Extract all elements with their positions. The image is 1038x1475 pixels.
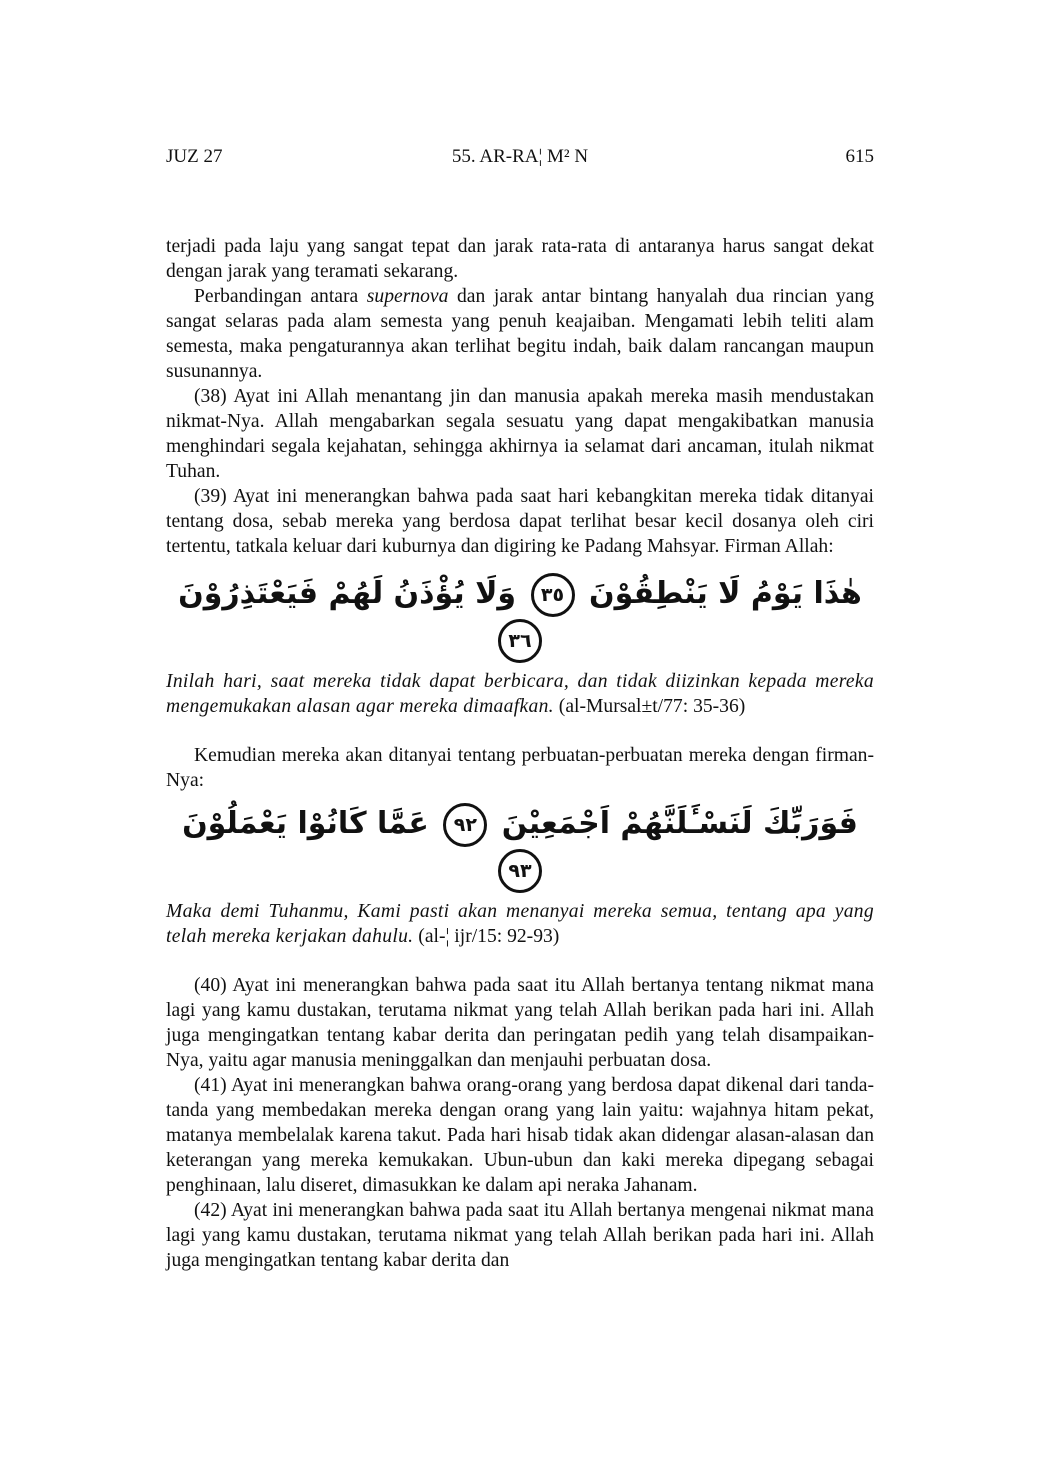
surah-title: 55. AR-RA¦ M² N — [451, 146, 589, 167]
paragraph-2 — [166, 284, 874, 384]
translation-1 — [166, 669, 874, 719]
arabic-verse-1b: وَلَا يُؤْذَنُ لَهُمْ فَيَعْتَذِرُوْنَ — [178, 576, 517, 611]
arabic-verse-2 — [166, 801, 874, 893]
translation-2 — [166, 899, 874, 949]
arabic-verse-2a: فَوَرَبِّكَ لَنَسْـَٔلَنَّهُمْ اَجْمَعِيْنَ — [501, 806, 858, 841]
translation-1-text: Inilah hari, saat mereka tidak dapat berbicara, dan tidak diizinkan kepada mereka mengemukakan alasan agar mereka dimaafkan. — [166, 671, 874, 717]
arabic-verse-1 — [166, 571, 874, 663]
paragraph-2-end: dan jarak antar bintang hanyalah dua rincian yang sangat selaras pada alam semesta yang penuh keajaiban. Mengamati lebih teliti alam semesta, maka pengaturannya akan terlihat begitu indah, baik dalam rancangan maupun susunannya. — [166, 286, 874, 382]
paragraph-ayat-40: (40) Ayat ini menerangkan bahwa pada saat itu Allah bertanya tentang nikmat mana lagi yang kamu dustakan, terutama nikmat yang telah Allah berikan pada hari ini. Allah juga mengingatkan tentang kabar derita dan peringatan pedih yang telah disampaikan-Nya, yaitu agar manusia meninggalkan dan menjauhi perbuatan dosa. — [166, 975, 874, 1071]
supernova-term: supernova — [366, 286, 449, 307]
paragraph-ayat-38: (38) Ayat ini Allah menantang jin dan manusia apakah mereka masih mendustakan nikmat-Nya. Allah mengabarkan segala sesuatu yang dapat mengakibatkan manusia menghindari segala kejahatan, sehingga akhirnya ia selamat dari ancaman, itulah nikmat Tuhan. — [166, 386, 874, 482]
verse-number-92: ٩٢ — [443, 803, 487, 847]
arabic-verse-2b: عَمَّا كَانُوْا يَعْمَلُوْنَ — [182, 806, 429, 841]
paragraph-2-start: Perbandingan antara — [194, 286, 367, 307]
juz-label: JUZ 27 — [166, 146, 223, 167]
arabic-verse-1a: هٰذَا يَوْمُ لَا يَنْطِقُوْنَ — [588, 576, 862, 611]
paragraph-ayat-42: (42) Ayat ini menerangkan bahwa pada saat itu Allah bertanya mengenai nikmat mana lagi yang kamu dustakan, terutama nikmat yang telah Allah berikan pada hari ini. Allah juga mengingatkan tentang kabar derita dan — [166, 1200, 874, 1271]
paragraph-ayat-39: (39) Ayat ini menerangkan bahwa pada saat hari kebangkitan mereka tidak ditanyai tentang dosa, sebab mereka yang berdosa dapat terlihat besar kecil dosanya oleh ciri tertentu, tatkala keluar dari kuburnya dan digiring ke Padang Mahsyar. Firman Allah: — [166, 486, 874, 557]
paragraph-1: terjadi pada laju yang sangat tepat dan jarak rata-rata di antaranya harus sangat dekat dengan jarak yang teramati sekarang. — [166, 236, 874, 282]
translation-2-reference: (al-¦ ijr/15: 92-93) — [413, 926, 560, 947]
page-header — [166, 146, 874, 174]
page-body — [166, 234, 874, 1273]
verse-number-35: ٣٥ — [531, 573, 575, 617]
paragraph-intro-verse-2: Kemudian mereka akan ditanyai tentang perbuatan-perbuatan mereka dengan firman-Nya: — [166, 745, 874, 791]
translation-1-reference: (al-Mursal±t/77: 35-36) — [553, 696, 746, 717]
verse-number-93: ٩٣ — [498, 849, 542, 893]
verse-number-36: ٣٦ — [498, 619, 542, 663]
paragraph-ayat-41: (41) Ayat ini menerangkan bahwa orang-orang yang berdosa dapat dikenal dari tanda-tanda yang membedakan mereka dengan orang yang lain yaitu: wajahnya hitam pekat, matanya membelalak karena takut. Pada hari hisab tidak akan didengar alasan-alasan dan keterangan yang mereka kemukakan. Ubun-ubun dan kaki mereka dipegang sebagai penghinaan, lalu diseret, dimasukkan ke dalam api neraka Jahanam. — [166, 1075, 874, 1196]
page-number: 615 — [845, 146, 874, 167]
translation-2-text: Maka demi Tuhanmu, Kami pasti akan menanyai mereka semua, tentang apa yang telah mereka kerjakan dahulu. — [166, 901, 874, 947]
